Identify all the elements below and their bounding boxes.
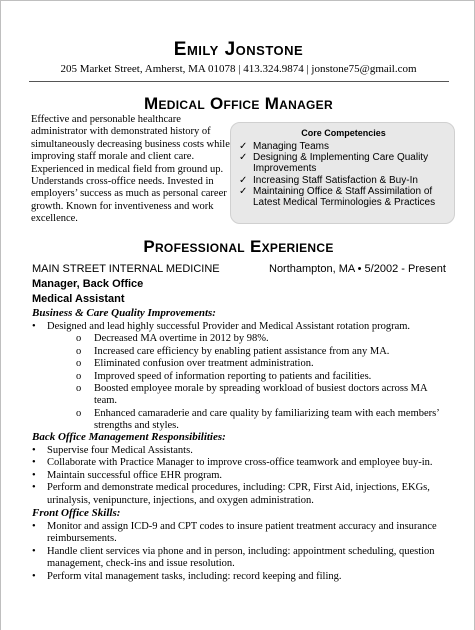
circle-bullet-icon: o: [76, 370, 82, 382]
headline: Medical Office Manager: [144, 94, 333, 113]
circle-bullet-icon: o: [76, 345, 82, 357]
bullet-icon: •: [32, 545, 36, 557]
bullet-item: [32, 482, 452, 507]
bullet-icon: •: [32, 321, 36, 332]
competencies-list: [239, 141, 451, 208]
section-title: Front Office Skills:: [32, 507, 121, 519]
bullet-icon: •: [32, 570, 36, 582]
bullet-item: [32, 445, 452, 457]
sub-bullet-text: Eliminated confusion over treatment administration.: [94, 358, 314, 370]
section-bullets: [32, 321, 452, 433]
bullet-text: Perform vital management tasks, including: record keeping and filing.: [47, 570, 342, 582]
checkmark-icon: ✓: [239, 152, 248, 164]
competency-text: Designing & Implementing Care Quality Improvements: [253, 152, 429, 175]
sub-bullet-text: Enhanced camaraderie and care quality by familiarizing team with each members’ strengths and styles.: [94, 407, 439, 432]
bullet-item: [32, 571, 452, 583]
bullet-text: Handle client services via phone and in person, including: appointment scheduling, question management, check-ins and issue resolution.: [47, 545, 435, 570]
competencies-title: Core Competencies: [301, 128, 386, 138]
checkmark-icon: ✓: [239, 141, 248, 152]
competency-text: Managing Teams: [253, 141, 329, 152]
bullet-text: Collaborate with Practice Manager to improve cross-office teamwork and employee buy-in.: [47, 457, 433, 469]
bullet-icon: •: [32, 482, 36, 494]
checkmark-icon: ✓: [239, 185, 248, 197]
competency-item: [239, 141, 451, 152]
bullet-item: [32, 321, 452, 333]
summary-paragraph: Effective and personable healthcare administrator with demonstrated history of simultaneously decreasing business costs while improving staff morale and client care. Experienced in medical field from ground up. Understands cross-office needs. Invested in employers’ success as much as personal career growth. Known for inventiveness and work excellence.: [31, 114, 230, 225]
section-title: Business & Care Quality Improvements:: [32, 307, 216, 319]
bullet-text: Monitor and assign ICD-9 and CPT codes to insure patient treatment accuracy and insurance reimbursements.: [47, 521, 437, 545]
circle-bullet-icon: o: [76, 358, 82, 370]
sub-bullet-item: [32, 358, 452, 370]
section-title: Back Office Management Responsibilities:: [32, 431, 226, 443]
sub-bullet-text: Boosted employee morale by spreading workload of busiest doctors across MA team.: [94, 383, 428, 407]
competency-item: [239, 152, 451, 174]
bullet-item: [32, 470, 452, 482]
bullet-item: [32, 521, 452, 546]
bullet-text: Perform and demonstrate medical procedures, including: CPR, First Aid, injections, EKGs, urinalysis, venipuncture, injections, and oxygen administration.: [47, 482, 430, 506]
sub-bullet-item: [32, 383, 452, 408]
sub-bullet-item: [32, 371, 452, 383]
bullet-text: Supervise four Medical Assistants.: [47, 445, 193, 456]
divider: [29, 81, 449, 82]
sub-bullet-item: [32, 408, 452, 433]
job-title: Manager, Back Office: [32, 278, 144, 290]
bullet-icon: •: [32, 457, 36, 469]
sub-bullet-item: [32, 333, 452, 345]
sub-bullet-text: Decreased MA overtime in 2012 by 98%.: [94, 333, 269, 345]
competency-item: [239, 175, 451, 186]
employer-name: MAIN STREET INTERNAL MEDICINE: [32, 263, 220, 275]
bullet-text: Designed and lead highly successful Provider and Medical Assistant rotation program.: [47, 321, 411, 332]
employer-location-dates: Northampton, MA • 5/2002 - Present: [269, 263, 446, 275]
bullet-text: Maintain successful office EHR program.: [47, 469, 223, 481]
core-competencies-box: [230, 122, 455, 224]
checkmark-icon: ✓: [239, 174, 248, 186]
job-title: Medical Assistant: [32, 293, 125, 305]
experience-heading: Professional Experience: [143, 237, 334, 256]
bullet-item: [32, 457, 452, 469]
circle-bullet-icon: o: [76, 407, 82, 419]
candidate-name: Emily Jonstone: [173, 39, 304, 60]
bullet-icon: •: [32, 469, 36, 481]
contact-info: 205 Market Street, Amherst, MA 01078 | 413.324.9874 | jonstone75@gmail.com: [60, 63, 417, 75]
competency-text: Increasing Staff Satisfaction & Buy-In: [253, 174, 418, 186]
competency-text: Maintaining Office & Staff Assimilation of Latest Medical Terminologies & Practices: [253, 185, 436, 209]
competency-item: [239, 186, 451, 208]
bullet-item: [32, 546, 452, 571]
circle-bullet-icon: o: [76, 333, 82, 345]
sub-bullet-text: Increased care efficiency by enabling patient assistance from any MA.: [94, 345, 390, 357]
section-bullets: [32, 445, 452, 507]
circle-bullet-icon: o: [76, 383, 82, 395]
section-bullets: [32, 521, 452, 583]
bullet-icon: •: [32, 445, 36, 456]
bullet-icon: •: [32, 521, 36, 532]
sub-bullet-item: [32, 346, 452, 358]
sub-bullet-text: Improved speed of information reporting to patients and facilities.: [94, 370, 372, 382]
